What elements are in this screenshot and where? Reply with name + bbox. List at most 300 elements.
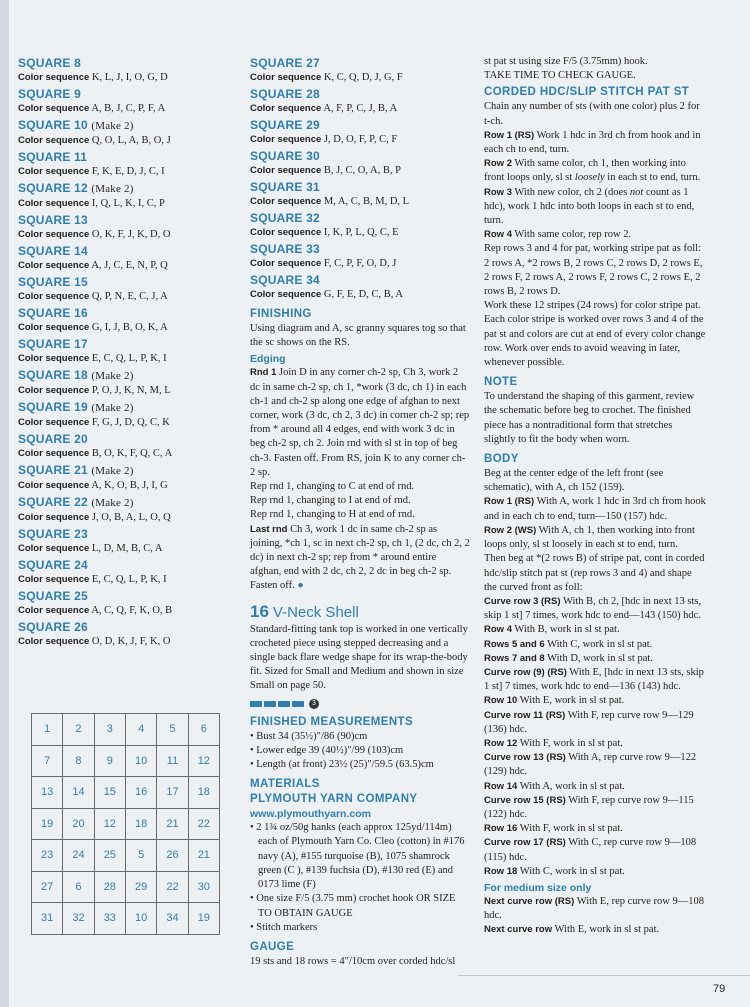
- instruction-row: [484, 552, 706, 595]
- square-title: [18, 336, 226, 352]
- diagram-cell: 5: [157, 714, 188, 746]
- color-sequence-label: Color sequence: [18, 448, 90, 459]
- square-entry: [18, 305, 226, 335]
- measurement-item: • Length (at front) 23½ (25)"/59.5 (63.5)cm: [250, 759, 434, 771]
- square-entry: [18, 619, 226, 649]
- color-sequence-value: A, J, C, E, N, P, Q: [91, 260, 168, 271]
- instruction-row: [484, 623, 706, 637]
- color-sequence: [250, 288, 470, 302]
- row-text: With B, ch 2, [hdc in next 13 sts, skip 1 st] 7 times, work hdc to end—143 (150) hdc.: [484, 595, 702, 622]
- square-make-count: (Make 2): [91, 402, 134, 414]
- square-entry: [18, 494, 226, 525]
- color-sequence-label: Color sequence: [18, 480, 90, 491]
- square-make-count: (Make 2): [91, 497, 134, 509]
- corded-heading: CORDED HDC/SLIP STITCH PAT ST: [484, 86, 690, 99]
- square-title: [250, 179, 470, 195]
- materials-list: [250, 821, 470, 935]
- square-title: [18, 274, 226, 290]
- color-sequence-value: F, C, P, F, O, D, J: [323, 258, 397, 269]
- square-name: SQUARE 10: [18, 118, 88, 132]
- instruction-row: [484, 709, 706, 737]
- edging-rep-3: Rep rnd 1, changing to H at end of rnd.: [250, 509, 415, 521]
- body-intro: Beg at the center edge of the left front (see schematic), with A, ch 152 (159).: [484, 468, 664, 494]
- diagram-cell: 32: [63, 903, 94, 935]
- color-sequence: [250, 133, 470, 147]
- instruction-row: [484, 638, 706, 652]
- instruction-row: [484, 751, 706, 779]
- diagram-cell: 19: [188, 903, 219, 935]
- square-entry: [18, 462, 226, 493]
- row-label: Row 4: [484, 229, 512, 241]
- square-name: SQUARE 14: [18, 244, 88, 258]
- diagram-row: [32, 808, 220, 840]
- page-number: 79: [713, 983, 726, 995]
- square-title: [18, 494, 226, 511]
- gauge-check: TAKE TIME TO CHECK GAUGE.: [484, 70, 636, 82]
- square-name: SQUARE 31: [250, 180, 320, 194]
- square-entry: [18, 149, 226, 179]
- diagram-cell: 2: [63, 714, 94, 746]
- skill-bar: [292, 701, 304, 707]
- pattern-name: V-Neck Shell: [272, 603, 359, 621]
- color-sequence-value: K, L, J, I, O, G, D: [91, 72, 168, 83]
- square-name: SQUARE 34: [250, 273, 320, 287]
- instruction-row: [484, 652, 706, 666]
- diagram-cell: 29: [125, 871, 156, 903]
- square-name: SQUARE 18: [18, 368, 88, 382]
- color-sequence: [250, 71, 470, 85]
- materials-heading: MATERIALS: [250, 778, 320, 791]
- diagram-cell: 8: [63, 745, 94, 777]
- square-entry: [250, 86, 470, 116]
- color-sequence-value: E, C, Q, L, P, K, I: [91, 574, 167, 585]
- color-sequence-value: J, O, B, A, L, O, Q: [91, 512, 171, 523]
- square-name: SQUARE 13: [18, 213, 88, 227]
- square-title: [18, 557, 226, 573]
- color-sequence-value: A, C, Q, F, K, O, B: [91, 605, 173, 616]
- square-entry: [18, 526, 226, 556]
- gauge-text: 19 sts and 18 rows = 4"/10cm over corded hdc/sl: [250, 955, 456, 967]
- square-entry: [250, 117, 470, 147]
- diagram-cell: 6: [188, 714, 219, 746]
- row-label: Curve row 15 (RS): [484, 794, 566, 806]
- color-sequence-value: B, J, C, O, A, B, P: [323, 165, 401, 176]
- diagram-cell: 25: [94, 840, 125, 872]
- instruction-row: [484, 524, 706, 552]
- color-sequence: [18, 573, 226, 587]
- square-name: SQUARE 19: [18, 400, 88, 414]
- color-sequence: [18, 416, 226, 430]
- finishing-heading: FINISHING: [250, 308, 312, 320]
- pattern-title: [250, 602, 470, 623]
- square-title: [18, 243, 226, 259]
- row-label: Rows 5 and 6: [484, 638, 545, 650]
- color-sequence-value: M, A, C, B, M, D, L: [323, 196, 410, 207]
- row-label: Row 2: [484, 158, 512, 170]
- square-title: [18, 367, 226, 384]
- square-title: [250, 272, 470, 288]
- color-sequence-value: A, F, P, C, J, B, A: [323, 103, 398, 114]
- finishing-intro: Using diagram and A, sc granny squares tog so that the sc shows on the RS.: [250, 323, 466, 349]
- measurements-heading: FINISHED MEASUREMENTS: [250, 715, 414, 728]
- skill-bar: [278, 701, 290, 707]
- measurements-list: [250, 730, 470, 773]
- instruction-row: [484, 923, 706, 937]
- square-title: [18, 305, 226, 321]
- diagram-cell: 14: [63, 777, 94, 809]
- corded-row-1: [484, 129, 706, 157]
- square-name: SQUARE 9: [18, 87, 81, 101]
- color-sequence: [250, 195, 470, 209]
- color-sequence-value: I, Q, L, K, I, C, P: [91, 198, 165, 209]
- square-make-count: (Make 2): [91, 465, 134, 477]
- last-rnd-label: Last rnd: [250, 523, 288, 535]
- color-sequence-value: A, B, J, C, P, F, A: [91, 103, 166, 114]
- diagram-cell: 18: [125, 808, 156, 840]
- diagram-cell: 10: [125, 903, 156, 935]
- square-title: [18, 86, 226, 102]
- instruction-row: [484, 780, 706, 794]
- row-label: Curve row (9) (RS): [484, 666, 567, 678]
- color-sequence-label: Color sequence: [18, 103, 90, 114]
- square-entry: [250, 272, 470, 302]
- square-entry: [18, 367, 226, 398]
- square-title: [18, 149, 226, 165]
- row-label: Curve row 17 (RS): [484, 837, 566, 849]
- color-sequence-label: Color sequence: [18, 574, 90, 585]
- diagram-cell: 20: [63, 808, 94, 840]
- edging-rnd1: [250, 366, 470, 480]
- diagram-cell: 21: [157, 808, 188, 840]
- square-title: [18, 212, 226, 228]
- rnd1-text: Join D in any corner ch-2 sp, Ch 3, work 2 dc in same ch-2 sp, ch 1, *work (3 dc, ch 1) in each ch-1 and ch-2 sp along one edge of afghan to next corner, work (3 dc, ch 2, 3 dc) in corner ch-2 sp; rep from * around all 4 edges, end with work 3 dc in beg ch-2 sp, ch 2. Join rnd with sl st in top of beg ch-3. Fasten off. From RS, join K to any corner ch-2 sp.: [250, 367, 470, 478]
- page-binding-edge: [0, 0, 9, 1007]
- row-text: count as 1 hdc), work 1 hdc into both loops in each st to end, turn.: [484, 186, 695, 227]
- square-entry: [18, 55, 226, 85]
- color-sequence: [18, 479, 226, 493]
- square-name: SQUARE 8: [18, 56, 81, 70]
- square-entry: [250, 148, 470, 178]
- instruction-row: [484, 794, 706, 822]
- skill-level-badge: 3: [309, 699, 319, 709]
- square-title: [18, 55, 226, 71]
- gauge-heading: GAUGE: [250, 940, 295, 953]
- square-title: [18, 399, 226, 416]
- row-text: With F, work in sl st pat.: [517, 823, 623, 835]
- diagram-row: [32, 903, 220, 935]
- skill-level-icon: [250, 698, 470, 710]
- measurement-item: • Bust 34 (35½)"/86 (90)cm: [250, 730, 368, 742]
- square-make-count: (Make 2): [91, 183, 134, 195]
- diagram-cell: 6: [63, 871, 94, 903]
- color-sequence-value: F, K, E, D, J, C, I: [91, 166, 165, 177]
- color-sequence-label: Color sequence: [250, 103, 322, 114]
- corded-row-3: [484, 186, 706, 229]
- diagram-cell: 13: [32, 777, 63, 809]
- square-name: SQUARE 29: [250, 118, 320, 132]
- instruction-row: [484, 595, 706, 623]
- diagram-row: [32, 745, 220, 777]
- diagram-cell: 21: [188, 840, 219, 872]
- instruction-row: [484, 694, 706, 708]
- color-sequence-value: O, D, K, J, F, K, O: [91, 636, 171, 647]
- square-title: [18, 588, 226, 604]
- column-1: [18, 55, 226, 650]
- material-item: • 2 1¾ oz/50g hanks (each approx 125yd/114m) each of Plymouth Yarn Co. Cleo (cotton) in #176 navy (A), #155 turquoise (B), 1075 shamrock green (C ), #139 fuchsia (D), #130 red (E) and 0173 lime (F): [250, 822, 465, 891]
- color-sequence: [18, 165, 226, 179]
- color-sequence: [18, 228, 226, 242]
- color-sequence-label: Color sequence: [18, 605, 90, 616]
- color-sequence-label: Color sequence: [18, 353, 90, 364]
- color-sequence-value: I, K, P, L, Q, C, E: [323, 227, 399, 238]
- diagram-row: [32, 714, 220, 746]
- color-sequence-label: Color sequence: [250, 134, 322, 145]
- row-text: With F, rep curve row 9—129 (136) hdc.: [484, 709, 694, 735]
- medium-rows: [484, 895, 706, 938]
- square-title: [18, 526, 226, 542]
- row-label: Curve row 3 (RS): [484, 595, 561, 607]
- square-title: [18, 180, 226, 197]
- row-emphasis: loosely: [574, 172, 605, 184]
- color-sequence: [18, 290, 226, 304]
- row-label: Row 4: [484, 624, 512, 636]
- diagram-cell: 10: [125, 745, 156, 777]
- squares-list-continued: [250, 55, 470, 302]
- row-text: With E, work in sl st pat.: [552, 924, 660, 936]
- square-title: [18, 117, 226, 134]
- square-name: SQUARE 23: [18, 527, 88, 541]
- color-sequence: [18, 197, 226, 211]
- row-label: Curve row 13 (RS): [484, 752, 566, 764]
- instruction-row: [484, 895, 706, 923]
- square-entry: [18, 117, 226, 148]
- edging-rep-1: Rep rnd 1, changing to C at end of rnd.: [250, 481, 415, 493]
- diagram-cell: 31: [32, 903, 63, 935]
- brand-name: PLYMOUTH YARN COMPANY: [250, 793, 418, 806]
- color-sequence: [250, 257, 470, 271]
- color-sequence-label: Color sequence: [18, 291, 90, 302]
- square-entry: [18, 86, 226, 116]
- square-entry: [18, 431, 226, 461]
- color-sequence: [18, 604, 226, 618]
- color-sequence: [250, 164, 470, 178]
- diagram-cell: 28: [94, 871, 125, 903]
- color-sequence: [18, 259, 226, 273]
- row-label: Next curve row (RS): [484, 895, 575, 907]
- square-entry: [18, 243, 226, 273]
- row-text: With A, work in sl st pat.: [517, 780, 625, 792]
- color-sequence-value: J, D, O, F, P, C, F: [323, 134, 398, 145]
- diagram-cell: 27: [32, 871, 63, 903]
- color-sequence-label: Color sequence: [18, 385, 90, 396]
- color-sequence: [18, 542, 226, 556]
- color-sequence-label: Color sequence: [250, 165, 322, 176]
- color-sequence-value: Q, O, L, A, B, O, J: [91, 135, 171, 146]
- instruction-row: [484, 737, 706, 751]
- diagram-cell: 34: [157, 903, 188, 935]
- square-name: SQUARE 30: [250, 149, 320, 163]
- diagram-cell: 23: [32, 840, 63, 872]
- stripe-note: Work these 12 stripes (24 rows) for color stripe pat. Each color stripe is worked over rows 3 and 4 of the pat st and colors are cut at end of every color change row. Work over ends to avoid weaving in later, whenever possible.: [484, 300, 706, 369]
- square-entry: [18, 399, 226, 430]
- row-label: Row 1 (RS): [484, 129, 535, 141]
- diagram-cell: 9: [94, 745, 125, 777]
- color-sequence-value: E, C, Q, L, P, K, I: [91, 353, 167, 364]
- color-sequence-value: F, G, J, D, Q, C, K: [91, 417, 170, 428]
- square-title: [250, 55, 470, 71]
- square-make-count: (Make 2): [91, 120, 134, 132]
- diagram-cell: 12: [188, 745, 219, 777]
- pattern-number: 16: [250, 601, 269, 621]
- square-name: SQUARE 27: [250, 56, 320, 70]
- diagram-row: [32, 840, 220, 872]
- row-text: With A, ch 1, then working into front loops only, sl st loosely in each st to end, turn.: [484, 524, 695, 551]
- row-text: With F, work in sl st pat.: [517, 737, 623, 749]
- square-title: [250, 117, 470, 133]
- row-text: With E, work in sl st pat.: [517, 695, 625, 707]
- color-sequence-label: Color sequence: [18, 636, 90, 647]
- note-heading: NOTE: [484, 376, 518, 389]
- row-label: Curve row 11 (RS): [484, 709, 566, 721]
- row-text: With new color, ch 2 (does: [511, 186, 630, 198]
- note-text: To understand the shaping of this garment, review the schematic before beg to crochet. The finished piece has a nontraditional form that stretches slightly to fit the body when worn.: [484, 391, 695, 445]
- diagram-cell: 33: [94, 903, 125, 935]
- instruction-row: [484, 865, 706, 879]
- color-sequence: [18, 384, 226, 398]
- diagram-row: [32, 777, 220, 809]
- gauge-continued: st pat st using size F/5 (3.75mm) hook.: [484, 56, 648, 67]
- color-sequence: [18, 511, 226, 525]
- color-sequence-value: Q, P, N, E, C, J, A: [91, 291, 168, 302]
- diagram-cell: 19: [32, 808, 63, 840]
- diagram-cell: 24: [63, 840, 94, 872]
- color-sequence-value: O, K, F, J, K, D, O: [91, 229, 171, 240]
- instruction-row: [484, 822, 706, 836]
- color-sequence: [18, 635, 226, 649]
- pattern-intro: Standard-fitting tank top is worked in one vertically crocheted piece using stepped decreasing and a single back flare wedge shape for its wrap-the-body fit. Sized for Small and Medium and shown in size Small on page 50.: [250, 623, 468, 692]
- square-name: SQUARE 33: [250, 242, 320, 256]
- square-entry: [250, 241, 470, 271]
- square-title: [18, 462, 226, 479]
- diagram-cell: 30: [188, 871, 219, 903]
- color-sequence: [18, 71, 226, 85]
- row-label: Row 3: [484, 186, 512, 198]
- square-title: [250, 86, 470, 102]
- color-sequence-value: A, K, O, B, J, I, G: [91, 480, 168, 491]
- color-sequence: [18, 352, 226, 366]
- diagram-cell: 18: [188, 777, 219, 809]
- diagram-row: [32, 871, 220, 903]
- square-entry: [18, 180, 226, 211]
- footer-rule: [458, 975, 750, 976]
- diagram-cell: 4: [125, 714, 156, 746]
- brand-url[interactable]: www.plymouthyarn.com: [250, 808, 371, 821]
- row-label: Rows 7 and 8: [484, 652, 545, 664]
- color-sequence: [18, 321, 226, 335]
- color-sequence-value: K, C, Q, D, J, G, F: [323, 72, 403, 83]
- color-sequence-value: G, F, E, D, C, B, A: [323, 289, 403, 300]
- corded-row-2: [484, 157, 706, 185]
- diagram-cell: 22: [188, 808, 219, 840]
- color-sequence-label: Color sequence: [250, 196, 322, 207]
- square-make-count: (Make 2): [91, 370, 134, 382]
- rnd1-label: Rnd 1: [250, 367, 277, 379]
- color-sequence-label: Color sequence: [250, 72, 322, 83]
- instruction-row: [484, 666, 706, 694]
- row-label: Row 12: [484, 737, 518, 749]
- square-entry: [250, 210, 470, 240]
- color-sequence-label: Color sequence: [250, 227, 322, 238]
- edging-last-rnd: [250, 523, 470, 594]
- color-sequence-label: Color sequence: [18, 198, 90, 209]
- color-sequence: [18, 102, 226, 116]
- square-name: SQUARE 25: [18, 589, 88, 603]
- assembly-diagram: [31, 713, 220, 935]
- color-sequence-label: Color sequence: [18, 72, 90, 83]
- square-name: SQUARE 26: [18, 620, 88, 634]
- row-text: With E, [hdc in next 13 sts, skip 1 st] 7 times, work hdc to end—136 (143) hdc.: [484, 666, 704, 693]
- square-title: [18, 619, 226, 635]
- skill-bar: [264, 701, 276, 707]
- diagram-cell: 17: [157, 777, 188, 809]
- square-entry: [18, 557, 226, 587]
- square-name: SQUARE 16: [18, 306, 88, 320]
- color-sequence-value: G, I, J, B, O, K, A: [91, 322, 168, 333]
- row-text: Then beg at *(2 rows B) of stripe pat, cont in corded hdc/slip stitch pat st (rep rows 3 and 4) and shape the curved front as foll:: [484, 553, 705, 593]
- row-text: With E, rep curve row 9—108 hdc.: [484, 895, 705, 922]
- square-name: SQUARE 15: [18, 275, 88, 289]
- square-title: [250, 148, 470, 164]
- square-name: SQUARE 22: [18, 495, 88, 509]
- square-name: SQUARE 28: [250, 87, 320, 101]
- row-emphasis: not: [629, 186, 644, 198]
- color-sequence-label: Color sequence: [18, 512, 90, 523]
- instruction-row: [484, 495, 706, 523]
- row-label: Row 2 (WS): [484, 524, 537, 536]
- row-label: Row 1 (RS): [484, 496, 535, 508]
- square-name: SQUARE 21: [18, 463, 88, 477]
- row-text: With C, rep curve row 9—108 (115) hdc.: [484, 837, 697, 863]
- row-label: Row 14: [484, 780, 518, 792]
- color-sequence-label: Color sequence: [250, 289, 322, 300]
- body-heading: BODY: [484, 453, 519, 466]
- column-3: [484, 55, 706, 938]
- color-sequence-label: Color sequence: [18, 229, 90, 240]
- end-mark-icon: ●: [297, 580, 304, 592]
- edging-heading: Edging: [250, 353, 286, 366]
- stripe-repeat: Rep rows 3 and 4 for pat, working stripe pat as foll: 2 rows A, *2 rows B, 2 rows C, 2 rows D, 2 rows E, 2 rows F, 2 rows A, 2 rows F, 2 rows C, 2 rows E, 2 rows B, 2 rows D.: [484, 243, 703, 298]
- row-text: in each st to end, turn.: [604, 172, 701, 184]
- diagram-cell: 3: [94, 714, 125, 746]
- diagram-cell: 12: [94, 808, 125, 840]
- color-sequence: [18, 447, 226, 461]
- diagram-cell: 22: [157, 871, 188, 903]
- square-name: SQUARE 24: [18, 558, 88, 572]
- row-text: With B, work in sl st pat.: [511, 624, 620, 636]
- diagram-cell: 5: [125, 840, 156, 872]
- diagram-cell: 16: [125, 777, 156, 809]
- square-name: SQUARE 12: [18, 181, 88, 195]
- diagram-cell: 11: [157, 745, 188, 777]
- row-text: With D, work in sl st pat.: [544, 652, 653, 664]
- color-sequence-label: Color sequence: [18, 322, 90, 333]
- material-item: • One size F/5 (3.75 mm) crochet hook OR SIZE TO OBTAIN GAUGE: [250, 893, 456, 919]
- body-rows: [484, 495, 706, 878]
- square-title: [250, 210, 470, 226]
- material-item: • Stitch markers: [250, 921, 318, 933]
- row-text: With C, work in sl st pat.: [544, 638, 653, 650]
- last-rnd-text: Ch 3, work 1 dc in same ch-2 sp as joining, *ch 1, sc in next ch-2 sp, ch 1, (2 dc, ch 2, 2 dc) in next ch-2 sp; rep from * around entire afghan, end with 2 dc, ch 2, 2 dc in beg ch-2 sp. Fasten off.: [250, 523, 470, 592]
